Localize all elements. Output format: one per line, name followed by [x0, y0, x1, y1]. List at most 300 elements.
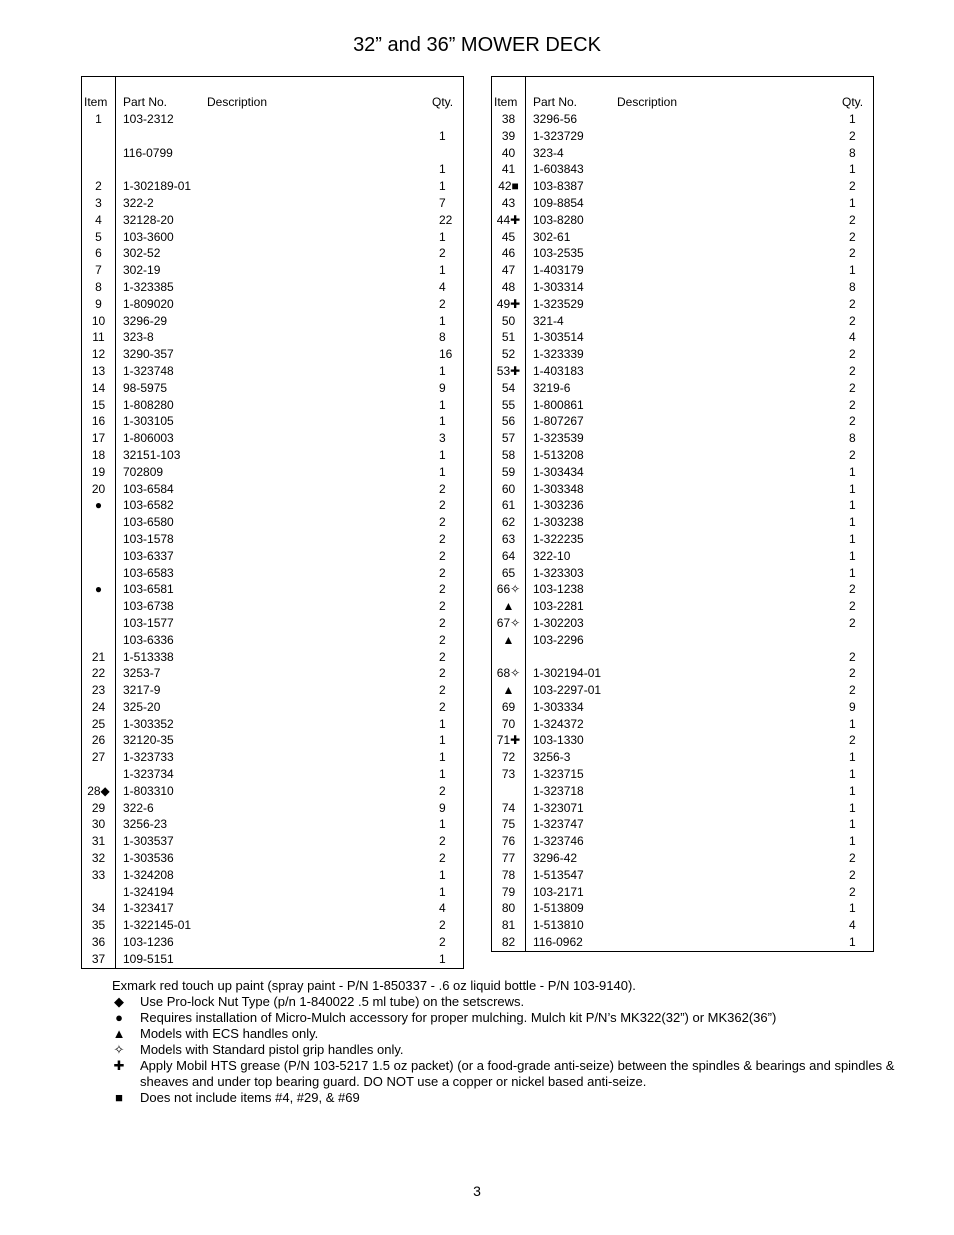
table-row — [492, 229, 873, 246]
item-number: 65 — [501, 565, 516, 580]
item-number: 37 — [91, 951, 106, 966]
quantity: 2 — [439, 481, 446, 496]
table-row — [492, 161, 873, 178]
header-item: Item — [84, 95, 108, 109]
part-number: 116-0799 — [123, 145, 173, 160]
table-row — [492, 514, 873, 531]
item-number: 79 — [501, 884, 516, 899]
quantity: 4 — [849, 918, 856, 933]
part-number: 98-5975 — [123, 380, 168, 395]
table-row — [82, 934, 463, 951]
quantity: 2 — [439, 918, 446, 933]
quantity: 1 — [439, 716, 446, 731]
table-row — [492, 850, 873, 867]
quantity: 1 — [849, 531, 856, 546]
table-row — [82, 296, 463, 313]
part-number: 1-303238 — [533, 515, 584, 530]
table-row — [492, 665, 873, 682]
quantity: 16 — [439, 347, 453, 362]
part-number: 103-2296 — [533, 632, 584, 647]
quantity: 1 — [849, 817, 856, 832]
part-number: 1-323529 — [533, 296, 584, 311]
item-number: 73 — [501, 767, 516, 782]
note-text: Does not include items #4, #29, & #69 — [140, 1090, 360, 1105]
item-number: 69 — [501, 699, 516, 714]
part-number: 103-6582 — [123, 498, 174, 513]
item-number: 31 — [91, 834, 106, 849]
part-number: 3290-357 — [123, 347, 174, 362]
item-number: 9 — [95, 296, 102, 311]
part-number: 1-323747 — [533, 817, 584, 832]
item-number: ▲ — [502, 599, 515, 614]
part-number: 1-303334 — [533, 699, 584, 714]
table-row — [492, 413, 873, 430]
quantity: 2 — [439, 783, 446, 798]
item-number: 64 — [501, 548, 516, 563]
table-row — [492, 497, 873, 514]
quantity: 8 — [439, 330, 446, 345]
quantity: 4 — [439, 901, 446, 916]
header-item: Item — [494, 95, 518, 109]
quantity: 7 — [439, 195, 446, 210]
quantity: 2 — [849, 649, 856, 664]
table-row — [82, 598, 463, 615]
part-number: 322-10 — [533, 548, 571, 563]
table-row — [82, 565, 463, 582]
item-number: 12 — [91, 347, 106, 362]
table-row — [82, 665, 463, 682]
item-number: 55 — [501, 397, 516, 412]
part-number: 3217-9 — [123, 683, 161, 698]
item-number: 22 — [91, 666, 106, 681]
part-number: 1-806003 — [123, 431, 174, 446]
quantity: 1 — [849, 464, 856, 479]
part-number: 3296-42 — [533, 851, 578, 866]
note-text: Exmark red touch up paint (spray paint - P/N 1-850337 - .6 oz liquid bottle - P/N 103-9140). — [112, 978, 636, 993]
quantity: 2 — [849, 599, 856, 614]
item-number: 21 — [91, 649, 106, 664]
quantity: 2 — [849, 296, 856, 311]
quantity: 2 — [439, 565, 446, 580]
table-row — [492, 581, 873, 598]
item-number: 32 — [91, 851, 106, 866]
note-symbol: ◆ — [114, 994, 124, 1009]
quantity: 2 — [439, 296, 446, 311]
note-symbol: ■ — [115, 1090, 123, 1105]
part-number: 103-8280 — [533, 212, 584, 227]
quantity: 2 — [849, 414, 856, 429]
item-number: 38 — [501, 112, 516, 126]
header-description: Description — [617, 95, 678, 109]
table-row — [492, 749, 873, 766]
part-number: 103-1578 — [123, 531, 174, 546]
part-number: 32151-103 — [123, 447, 181, 462]
part-number: 103-6738 — [123, 599, 174, 614]
item-number: ● — [94, 498, 103, 513]
item-number: 3 — [95, 195, 102, 210]
quantity: 8 — [849, 145, 856, 160]
item-number: 80 — [501, 901, 516, 916]
part-number: 302-19 — [123, 263, 161, 278]
item-number: 74 — [501, 800, 516, 815]
quantity: 1 — [849, 515, 856, 530]
table-row — [82, 397, 463, 414]
table-header — [82, 95, 463, 109]
table-row — [492, 682, 873, 699]
quantity: 2 — [439, 935, 446, 950]
quantity: 9 — [849, 699, 856, 714]
part-number: 3296-29 — [123, 313, 168, 328]
item-number: 51 — [501, 330, 516, 345]
item-number: 18 — [91, 447, 106, 462]
item-number: 72 — [501, 750, 516, 765]
note-symbol: ✧ — [113, 1042, 125, 1057]
quantity: 1 — [849, 901, 856, 916]
table-row — [492, 481, 873, 498]
table-row — [82, 884, 463, 901]
quantity: 2 — [849, 884, 856, 899]
part-number: 1-807267 — [533, 414, 584, 429]
item-number: 29 — [91, 800, 106, 815]
item-number: 1 — [95, 112, 102, 126]
quantity: 2 — [439, 834, 446, 849]
table-row — [82, 766, 463, 783]
item-number: 50 — [501, 313, 516, 328]
table-row — [82, 850, 463, 867]
part-number: 103-6580 — [123, 515, 174, 530]
item-number: 71✚ — [496, 733, 521, 748]
table-row — [492, 128, 873, 145]
quantity: 1 — [439, 229, 446, 244]
table-row — [82, 262, 463, 279]
table-row — [82, 548, 463, 565]
table-row — [82, 716, 463, 733]
quantity: 1 — [439, 767, 446, 782]
quantity: 1 — [849, 834, 856, 849]
part-number: 302-61 — [533, 229, 571, 244]
table-row — [492, 598, 873, 615]
quantity: 9 — [439, 380, 446, 395]
note-item — [112, 994, 902, 1010]
quantity: 8 — [849, 431, 856, 446]
table-row — [492, 279, 873, 296]
quantity: 2 — [439, 851, 446, 866]
quantity: 1 — [439, 733, 446, 748]
part-number: 323-4 — [533, 145, 564, 160]
table-row — [492, 262, 873, 279]
part-number: 103-1577 — [123, 615, 174, 630]
part-number: 103-2171 — [533, 884, 584, 899]
part-number: 1-323733 — [123, 750, 174, 765]
quantity: 2 — [439, 649, 446, 664]
quantity: 1 — [849, 935, 856, 950]
quantity: 1 — [849, 750, 856, 765]
table-row — [492, 178, 873, 195]
part-number: 1-323071 — [533, 800, 584, 815]
item-number: 67✧ — [496, 615, 521, 630]
quantity: 2 — [849, 363, 856, 378]
table-row — [82, 178, 463, 195]
part-number: 103-2535 — [533, 246, 584, 261]
item-number: 33 — [91, 867, 106, 882]
header-part: Part No. — [123, 95, 168, 109]
item-number: 34 — [91, 901, 106, 916]
table-row — [82, 531, 463, 548]
table-row — [492, 195, 873, 212]
item-number: 46 — [501, 246, 516, 261]
part-number: 1-303352 — [123, 716, 174, 731]
item-number: 44✚ — [496, 212, 521, 227]
quantity: 2 — [439, 599, 446, 614]
item-number: 77 — [501, 851, 516, 866]
quantity: 1 — [849, 112, 856, 126]
quantity: 1 — [849, 195, 856, 210]
part-number: 322-6 — [123, 800, 154, 815]
table-row — [82, 464, 463, 481]
part-number: 103-6583 — [123, 565, 174, 580]
part-number: 321-4 — [533, 313, 564, 328]
item-number: 57 — [501, 431, 516, 446]
part-number: 1-513810 — [533, 918, 584, 933]
table-row — [492, 145, 873, 162]
part-number: 103-6337 — [123, 548, 174, 563]
quantity: 1 — [439, 867, 446, 882]
quantity: 4 — [439, 279, 446, 294]
item-number: 30 — [91, 817, 106, 832]
item-number: 17 — [91, 431, 106, 446]
table-row — [492, 833, 873, 850]
header-qty: Qty. — [432, 95, 454, 109]
table-row — [82, 145, 463, 162]
quantity: 2 — [439, 632, 446, 647]
part-number: 3256-23 — [123, 817, 168, 832]
table-row — [492, 245, 873, 262]
quantity: 1 — [439, 179, 446, 194]
item-number: ● — [94, 582, 103, 597]
table-row — [82, 447, 463, 464]
table-row — [82, 380, 463, 397]
item-number: 2 — [95, 179, 102, 194]
header-description: Description — [207, 95, 268, 109]
part-number: 1-324194 — [123, 884, 174, 899]
part-number: 1-513338 — [123, 649, 174, 664]
item-number: 26 — [91, 733, 106, 748]
item-number: 39 — [501, 128, 516, 143]
quantity: 2 — [849, 229, 856, 244]
quantity: 1 — [439, 263, 446, 278]
table-row — [82, 867, 463, 884]
quantity: 1 — [439, 414, 446, 429]
part-number: 103-2297-01 — [533, 683, 602, 698]
table-row — [82, 783, 463, 800]
table-row — [82, 649, 463, 666]
table-row — [492, 867, 873, 884]
table-body — [492, 111, 873, 951]
table-row — [492, 632, 873, 649]
table-body — [82, 111, 463, 968]
table-row — [82, 816, 463, 833]
item-number: 35 — [91, 918, 106, 933]
quantity: 1 — [849, 162, 856, 177]
page-number: 3 — [473, 1183, 481, 1199]
part-number: 103-1330 — [533, 733, 584, 748]
note-text: Models with ECS handles only. — [140, 1026, 319, 1041]
quantity: 1 — [439, 447, 446, 462]
item-number: 15 — [91, 397, 106, 412]
item-number: 19 — [91, 464, 106, 479]
part-number: 3256-3 — [533, 750, 571, 765]
table-row — [82, 581, 463, 598]
quantity: 1 — [849, 783, 856, 798]
part-number: 1-323748 — [123, 363, 174, 378]
table-row — [82, 346, 463, 363]
quantity: 2 — [849, 582, 856, 597]
quantity: 2 — [849, 447, 856, 462]
part-number: 1-303537 — [123, 834, 174, 849]
part-number: 1-323746 — [533, 834, 584, 849]
table-row — [82, 363, 463, 380]
item-number: 42■ — [498, 179, 519, 194]
quantity: 2 — [849, 851, 856, 866]
quantity: 2 — [849, 347, 856, 362]
item-number: 49✚ — [496, 296, 521, 311]
part-number: 103-6336 — [123, 632, 174, 647]
part-number: 3219-6 — [533, 380, 571, 395]
item-number: 53✚ — [496, 363, 521, 378]
table-row — [82, 229, 463, 246]
part-number: 1-808280 — [123, 397, 174, 412]
part-number: 1-303536 — [123, 851, 174, 866]
part-number: 323-8 — [123, 330, 154, 345]
item-number: ▲ — [502, 683, 515, 698]
quantity: 2 — [439, 531, 446, 546]
table-row — [82, 279, 463, 296]
item-number: 14 — [91, 380, 106, 395]
item-number: 58 — [501, 447, 516, 462]
quantity: 1 — [439, 363, 446, 378]
item-number: 56 — [501, 414, 516, 429]
part-number: 1-303348 — [533, 481, 584, 496]
table-row — [492, 346, 873, 363]
table-row — [492, 884, 873, 901]
table-row — [82, 749, 463, 766]
part-number: 302-52 — [123, 246, 161, 261]
part-number: 702809 — [123, 464, 164, 479]
item-number: 45 — [501, 229, 516, 244]
note-symbol: ✚ — [113, 1058, 125, 1073]
quantity: 1 — [849, 481, 856, 496]
table-row — [82, 732, 463, 749]
quantity: 1 — [439, 951, 446, 966]
part-number: 1-323715 — [533, 767, 584, 782]
quantity: 9 — [439, 800, 446, 815]
quantity: 2 — [849, 380, 856, 395]
item-number: 23 — [91, 683, 106, 698]
item-number: 36 — [91, 935, 106, 950]
part-number: 103-6584 — [123, 481, 174, 496]
part-number: 1-323303 — [533, 565, 584, 580]
table-row — [492, 296, 873, 313]
table-header — [492, 95, 873, 109]
quantity: 2 — [439, 615, 446, 630]
part-number: 1-403183 — [533, 363, 584, 378]
quantity: 2 — [439, 683, 446, 698]
table-row — [492, 816, 873, 833]
quantity: 1 — [849, 498, 856, 513]
table-row — [492, 380, 873, 397]
part-number: 1-323718 — [533, 783, 584, 798]
table-row — [492, 430, 873, 447]
note-item — [112, 1010, 902, 1026]
table-row — [492, 766, 873, 783]
part-number: 1-303434 — [533, 464, 584, 479]
item-number: 25 — [91, 716, 106, 731]
quantity: 2 — [849, 683, 856, 698]
item-number: 76 — [501, 834, 516, 849]
quantity: 2 — [439, 246, 446, 261]
table-row — [492, 329, 873, 346]
table-row — [82, 161, 463, 178]
table-row — [82, 900, 463, 917]
part-number: 1-323339 — [533, 347, 584, 362]
quantity: 2 — [439, 548, 446, 563]
quantity: 1 — [849, 565, 856, 580]
quantity: 2 — [439, 515, 446, 530]
table-row — [82, 128, 463, 145]
part-number: 1-809020 — [123, 296, 174, 311]
item-number: 47 — [501, 263, 516, 278]
quantity: 1 — [439, 464, 446, 479]
page-title: 32” and 36” MOWER DECK — [353, 34, 601, 56]
table-row — [492, 732, 873, 749]
quantity: 1 — [439, 817, 446, 832]
quantity: 2 — [849, 313, 856, 328]
item-number: 62 — [501, 515, 516, 530]
item-number: 52 — [501, 347, 516, 362]
part-number: 1-322145-01 — [123, 918, 192, 933]
table-row — [82, 615, 463, 632]
table-row — [492, 783, 873, 800]
quantity: 1 — [849, 716, 856, 731]
part-number: 3253-7 — [123, 666, 161, 681]
notes-section — [112, 978, 902, 1106]
part-number: 1-803310 — [123, 783, 174, 798]
table-row — [492, 212, 873, 229]
item-number: 28◆ — [87, 783, 110, 798]
item-number: 75 — [501, 817, 516, 832]
table-row — [492, 716, 873, 733]
part-number: 1-324208 — [123, 867, 174, 882]
quantity: 8 — [849, 279, 856, 294]
table-row — [492, 464, 873, 481]
quantity: 2 — [849, 733, 856, 748]
header-qty: Qty. — [842, 95, 864, 109]
table-row — [82, 481, 463, 498]
part-number: 1-323734 — [123, 767, 174, 782]
quantity: 3 — [439, 431, 446, 446]
quantity: 1 — [439, 128, 446, 143]
quantity: 1 — [849, 767, 856, 782]
item-number: 27 — [91, 750, 106, 765]
item-number: 54 — [501, 380, 516, 395]
part-number: 1-303514 — [533, 330, 584, 345]
part-number: 1-322235 — [533, 531, 584, 546]
table-row — [82, 245, 463, 262]
table-row — [492, 565, 873, 582]
item-number: 82 — [501, 935, 516, 950]
note-item — [112, 978, 902, 994]
part-number: 325-20 — [123, 699, 161, 714]
